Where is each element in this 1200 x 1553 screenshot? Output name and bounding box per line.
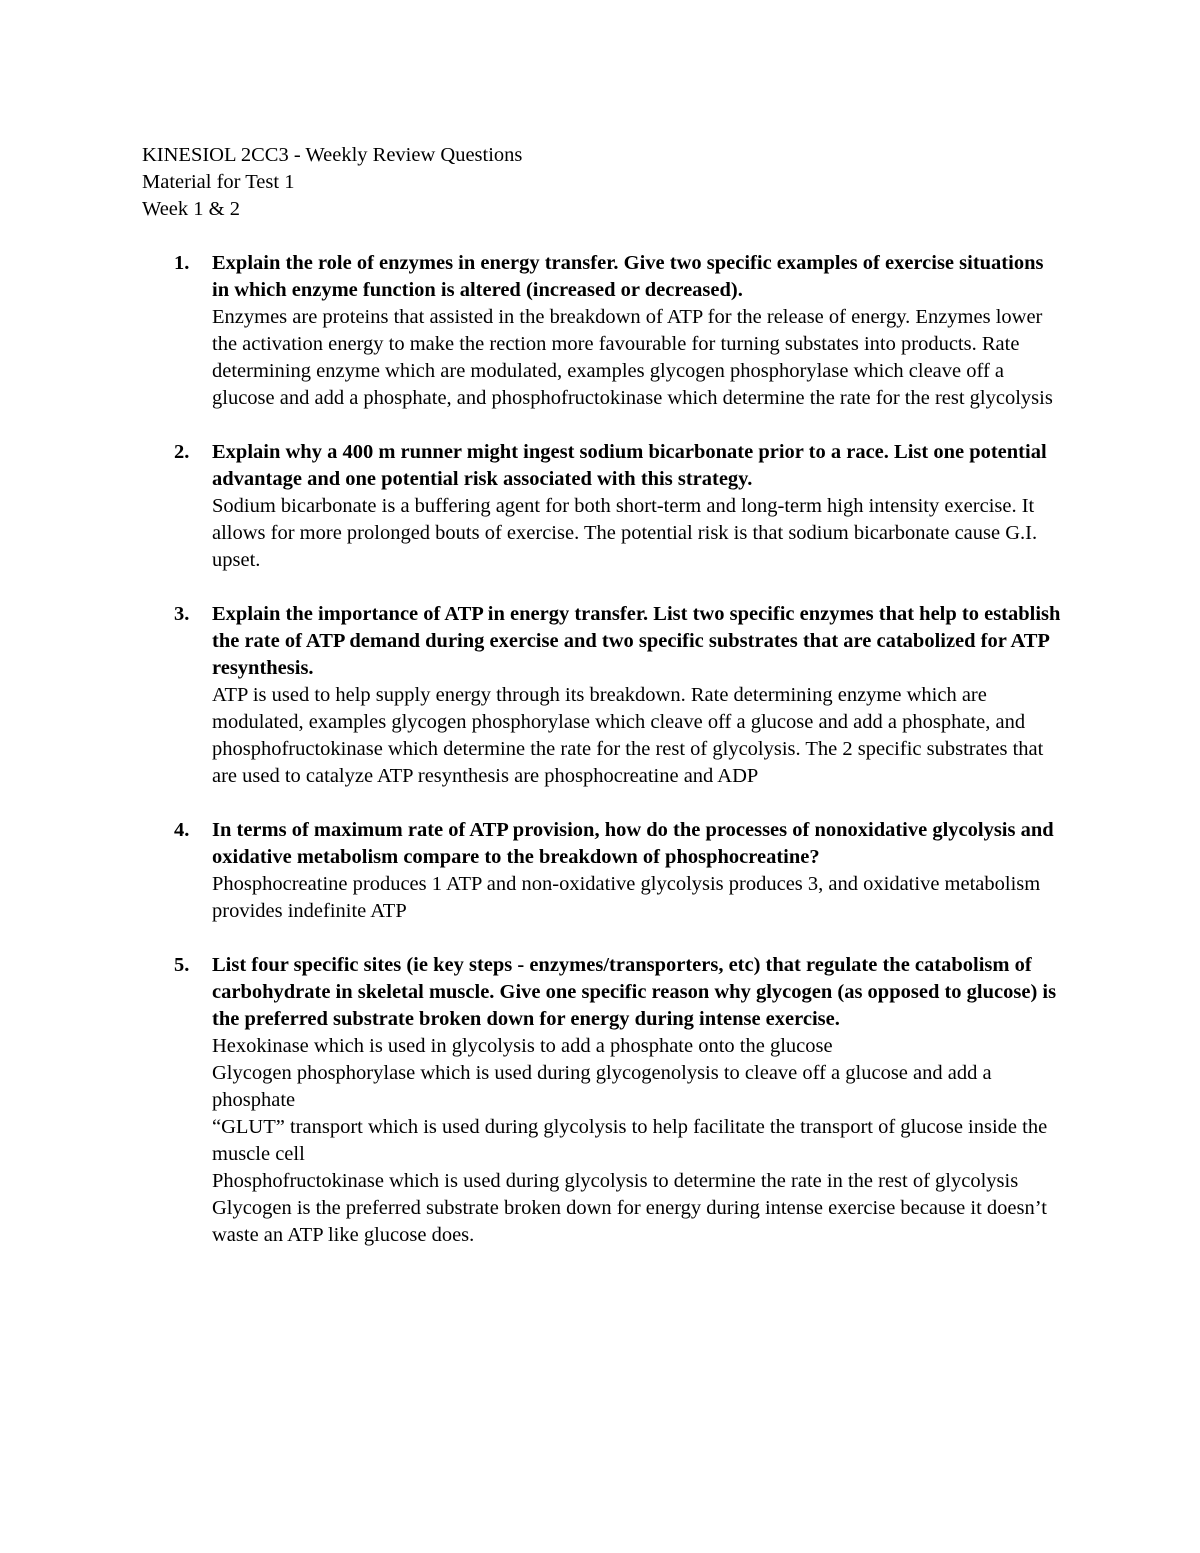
question-body <box>212 601 1062 790</box>
question-item-5 <box>0 952 1200 1249</box>
question-text: In terms of maximum rate of ATP provision, how do the processes of nonoxidative glycolysis and oxidative metabolism compare to the breakdown of phosphocreatine? <box>212 819 1054 868</box>
question-number: 4. <box>174 819 190 841</box>
question-number: 1. <box>174 252 190 274</box>
question-text: Explain why a 400 m runner might ingest sodium bicarbonate prior to a race. List one potential advantage and one potential risk associated with this strategy. <box>212 441 1047 490</box>
question-body <box>212 439 1062 574</box>
course-title: KINESIOL 2CC3 - Weekly Review Questions <box>142 144 523 166</box>
question-body <box>212 817 1062 925</box>
answer-text: Enzymes are proteins that assisted in the breakdown of ATP for the release of energy. Enzymes lower the activation energy to make the rection more favourable for turning substates into products. Rate determining enzyme which are modulated, examples glycogen phosphorylase which cleave off a glucose and add a phosphate, and phosphofructokinase which determine the rate for the rest glycolysis <box>212 306 1053 409</box>
document-header <box>142 142 1042 223</box>
question-list <box>0 250 1200 1276</box>
material-line: Material for Test 1 <box>142 171 295 193</box>
answer-line-phosphofructokinase: Phosphofructokinase which is used during glycolysis to determine the rate in the rest of glycolysis <box>212 1170 1019 1192</box>
answer-text: Sodium bicarbonate is a buffering agent for both short-term and long-term high intensity exercise. It allows for more prolonged bouts of exercise. The potential risk is that sodium bicarbonate cause G.I. upset. <box>212 495 1038 571</box>
answer-line-glut: “GLUT” transport which is used during glycolysis to help facilitate the transport of glucose inside the muscle cell <box>212 1116 1048 1165</box>
answer-line-glycogen-reason: Glycogen is the preferred substrate broken down for energy during intense exercise because it doesn’t waste an ATP like glucose does. <box>212 1197 1047 1246</box>
question-body <box>212 250 1062 412</box>
question-item-2 <box>0 439 1200 574</box>
question-text: Explain the role of enzymes in energy transfer. Give two specific examples of exercise situations in which enzyme function is altered (increased or decreased). <box>212 252 1044 301</box>
answer-text: ATP is used to help supply energy through its breakdown. Rate determining enzyme which are modulated, examples glycogen phosphorylase which cleave off a glucose and add a phosphate, and phosphofructokinase which determine the rate for the rest of glycolysis. The 2 specific substrates that are used to catalyze ATP resynthesis are phosphocreatine and ADP <box>212 684 1044 787</box>
question-body <box>212 952 1062 1249</box>
question-text: Explain the importance of ATP in energy transfer. List two specific enzymes that help to establish the rate of ATP demand during exercise and two specific substrates that are catabolized for ATP resynthesis. <box>212 603 1061 679</box>
answer-text: Phosphocreatine produces 1 ATP and non-oxidative glycolysis produces 3, and oxidative metabolism provides indefinite ATP <box>212 873 1041 922</box>
question-number: 5. <box>174 954 190 976</box>
question-item-1 <box>0 250 1200 412</box>
question-item-4 <box>0 817 1200 925</box>
question-number: 2. <box>174 441 190 463</box>
answer-line-glycogen-phosphorylase: Glycogen phosphorylase which is used during glycogenolysis to cleave off a glucose and add a phosphate <box>212 1062 992 1111</box>
question-number: 3. <box>174 603 190 625</box>
question-text: List four specific sites (ie key steps - enzymes/transporters, etc) that regulate the catabolism of carbohydrate in skeletal muscle. Give one specific reason why glycogen (as opposed to glucose) is the preferred substrate broken down for energy during intense exercise. <box>212 954 1057 1030</box>
answer-line-hexokinase: Hexokinase which is used in glycolysis to add a phosphate onto the glucose <box>212 1035 833 1057</box>
weeks-line: Week 1 & 2 <box>142 198 240 220</box>
question-item-3 <box>0 601 1200 790</box>
